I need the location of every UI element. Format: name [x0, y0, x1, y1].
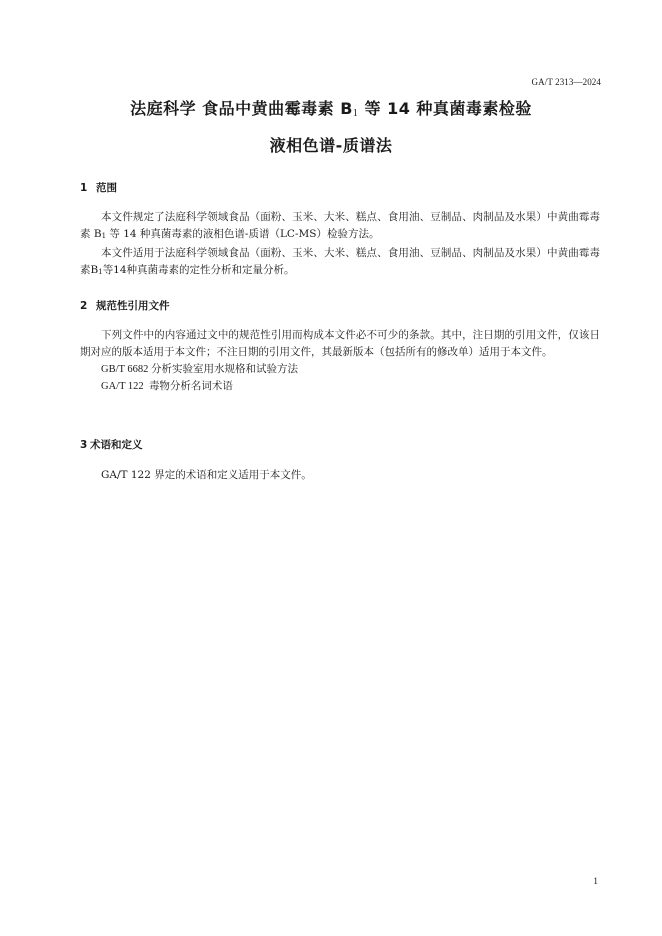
- title-text-b: 等 14 种真菌毒素检验: [358, 99, 532, 118]
- paragraph: GA/T 122 界定的术语和定义适用于本文件。: [101, 469, 312, 481]
- title-subscript: 1: [352, 108, 359, 119]
- section-1-heading: [80, 180, 117, 195]
- text-run: 等 14 种真菌毒素的液相色谱-质谱（LC-MS）检验方法。: [106, 228, 380, 240]
- section-2-body: [80, 327, 600, 395]
- subscript: 1: [101, 232, 107, 240]
- reference-item: [80, 361, 600, 378]
- reference-title: 分析实验室用水规格和试验方法: [150, 363, 298, 375]
- subscript: 1: [98, 268, 103, 276]
- reference-item: [80, 378, 600, 395]
- section-number: 3: [80, 439, 88, 451]
- paragraph: [80, 245, 600, 281]
- section-title: 规范性引用文件: [96, 300, 170, 312]
- section-3-heading: [80, 437, 143, 452]
- text-run: 等14种真菌毒素的定性分析和定量分析。: [102, 264, 295, 276]
- paragraph: 下列文件中的内容通过文中的规范性引用而构成本文件必不可少的条款。其中，注日期的引用文件，仅该日期对应的版本适用于本文件；不注日期的引用文件，其最新版本（包括所有的修改单）适用于本文件。: [80, 329, 600, 358]
- section-1-body: [80, 209, 600, 281]
- section-number: 1: [80, 182, 88, 194]
- document-title-line2: 液相色谱-质谱法: [269, 136, 393, 155]
- reference-title: 毒物分析名词术语: [148, 380, 233, 392]
- document-title-line1: [0, 96, 662, 119]
- text-run: 本文件规定了法庭科学领域食品（面粉、玉米、大米、糕点、食用油、豆制品、肉制品及水果）中黄曲霉毒素 B: [80, 211, 600, 240]
- section-2-heading: [80, 298, 170, 313]
- section-title: 范围: [96, 182, 117, 194]
- document-code: GA/T 2313—2024: [531, 77, 601, 87]
- page-number: 1: [593, 877, 598, 887]
- text-run: 本文件适用于法庭科学领域食品（面粉、玉米、大米、糕点、食用油、豆制品、肉制品及水果）中黄曲霉毒素B: [80, 247, 600, 276]
- title-text-a: 法庭科学 食品中黄曲霉毒素 B: [130, 99, 353, 118]
- section-title: 术语和定义: [90, 439, 143, 451]
- paragraph: [80, 209, 600, 245]
- section-3-body: [80, 467, 600, 484]
- section-number: 2: [80, 300, 88, 312]
- reference-code: GA/T 122: [101, 381, 144, 392]
- reference-code: GB/T 6682: [101, 364, 149, 375]
